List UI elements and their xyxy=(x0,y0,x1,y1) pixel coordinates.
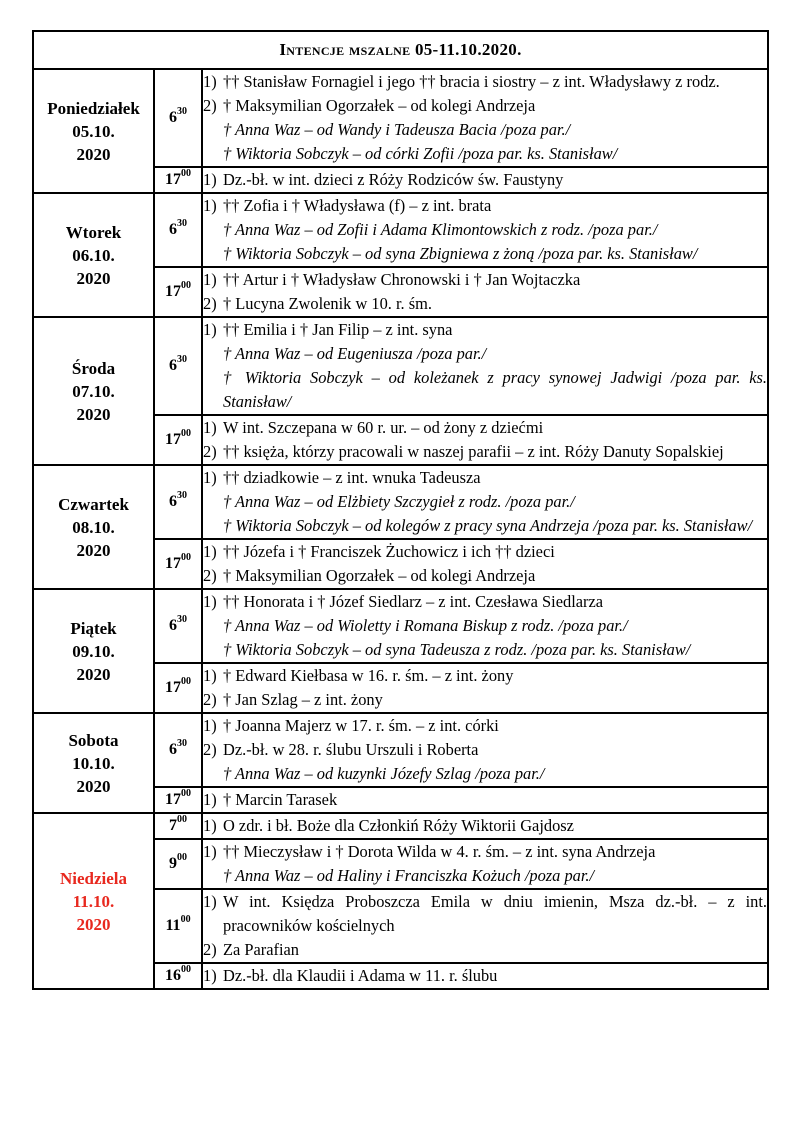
intention-text: †† dziadkowie – z int. wnuka Tadeusza xyxy=(223,468,481,487)
intention-item xyxy=(203,840,767,864)
mass-hour: 6 xyxy=(169,357,177,374)
day-cell xyxy=(33,713,154,813)
intention-number: 1) xyxy=(203,270,217,289)
mass-hour: 6 xyxy=(169,221,177,238)
intentions-cell xyxy=(202,839,768,889)
intention-number: 1) xyxy=(203,72,217,91)
intentions-cell xyxy=(202,713,768,787)
day-name: Wtorek xyxy=(65,222,122,242)
mass-time xyxy=(154,167,202,193)
day-year: 2020 xyxy=(76,144,111,164)
day-name: Poniedziałek xyxy=(47,98,140,118)
intention-number: 1) xyxy=(203,592,217,611)
intentions-cell xyxy=(202,963,768,989)
mass-row xyxy=(33,317,768,415)
intention-text: †† Artur i † Władysław Chronowski i † Jan Wojtaczka xyxy=(223,270,581,289)
mass-row xyxy=(33,193,768,267)
day-name: Piątek xyxy=(70,618,117,638)
intentions-cell xyxy=(202,69,768,167)
day-date: 08.10. xyxy=(72,517,115,537)
intentions-cell xyxy=(202,317,768,415)
mass-time xyxy=(154,813,202,839)
intention-number: 1) xyxy=(203,816,217,835)
intention-item xyxy=(203,788,767,812)
intention-number: 1) xyxy=(203,320,217,339)
intention-item xyxy=(203,814,767,838)
mass-minute: 00 xyxy=(177,851,187,863)
day-cell xyxy=(33,465,154,589)
mass-time xyxy=(154,465,202,539)
intention-item xyxy=(203,540,767,564)
intentions-cell xyxy=(202,193,768,267)
intention-text: Dz.-bł. w int. dzieci z Róży Rodziców św. Faustyny xyxy=(223,170,564,189)
intention-text: †† Emilia i † Jan Filip – z int. syna xyxy=(223,320,453,339)
title-row xyxy=(33,31,768,69)
mass-minute: 00 xyxy=(180,913,191,925)
day-date: 09.10. xyxy=(72,641,115,661)
intention-subline: † Anna Waz – od Haliny i Franciszka Kożuch /poza par./ xyxy=(223,866,595,885)
mass-hour: 6 xyxy=(169,109,177,126)
intention-text: Dz.-bł. dla Klaudii i Adama w 11. r. ślubu xyxy=(223,966,498,985)
intention-item xyxy=(203,890,767,938)
day-cell xyxy=(33,193,154,317)
day-date: 06.10. xyxy=(72,245,115,265)
intention-text: † Marcin Tarasek xyxy=(223,790,338,809)
day-year: 2020 xyxy=(76,914,111,934)
intention-text: † Joanna Majerz w 17. r. śm. – z int. córki xyxy=(223,716,499,735)
intention-subline: † Anna Waz – od Elżbiety Szczygieł z rodz. /poza par./ xyxy=(223,492,575,511)
intention-number: 1) xyxy=(203,418,217,437)
intention-number: 1) xyxy=(203,842,217,861)
mass-hour: 17 xyxy=(165,679,181,696)
mass-minute: 00 xyxy=(177,813,187,825)
intention-subline: † Anna Waz – od Wioletty i Romana Biskup z rodz. /poza par./ xyxy=(223,616,628,635)
mass-minute: 30 xyxy=(177,105,187,117)
intention-number: 2) xyxy=(203,940,217,959)
intention-number: 2) xyxy=(203,294,217,313)
mass-row xyxy=(33,69,768,167)
day-name: Niedziela xyxy=(59,868,128,888)
day-date: 05.10. xyxy=(72,121,115,141)
intention-number: 1) xyxy=(203,196,217,215)
intention-item xyxy=(203,590,767,614)
intention-text: † Maksymilian Ogorzałek – od kolegi Andrzeja xyxy=(223,566,536,585)
intention-item xyxy=(203,292,767,316)
mass-minute: 30 xyxy=(177,353,187,365)
intention-number: 1) xyxy=(203,542,217,561)
intention-subline: † Anna Waz – od Zofii i Adama Klimontowskich z rodz. /poza par./ xyxy=(223,220,658,239)
intentions-cell xyxy=(202,167,768,193)
mass-time xyxy=(154,663,202,713)
intention-number: 1) xyxy=(203,170,217,189)
mass-minute: 00 xyxy=(181,427,191,439)
intentions-cell xyxy=(202,813,768,839)
mass-minute: 00 xyxy=(181,787,191,799)
intentions-cell xyxy=(202,589,768,663)
intention-text: † Maksymilian Ogorzałek – od kolegi Andrzeja xyxy=(223,96,536,115)
mass-time xyxy=(154,589,202,663)
intention-subline: † Wiktoria Sobczyk – od kolegów z pracy syna Andrzeja /poza par. ks. Stanisław/ xyxy=(223,516,753,535)
intention-text: Dz.-bł. w 28. r. ślubu Urszuli i Roberta xyxy=(223,740,479,759)
intention-subline: † Anna Waz – od Eugeniusza /poza par./ xyxy=(223,344,487,363)
intention-subline: † Wiktoria Sobczyk – od syna Zbigniewa z żoną /poza par. ks. Stanisław/ xyxy=(223,244,698,263)
intention-number: 1) xyxy=(203,716,217,735)
day-date: 11.10. xyxy=(72,891,115,911)
intention-number: 1) xyxy=(203,966,217,985)
intention-text: †† Zofia i † Władysława (f) – z int. brata xyxy=(223,196,492,215)
mass-minute: 00 xyxy=(181,963,191,975)
intention-subline: † Wiktoria Sobczyk – od córki Zofii /poza par. ks. Stanisław/ xyxy=(223,144,618,163)
day-name: Sobota xyxy=(68,730,119,750)
mass-time xyxy=(154,713,202,787)
day-date: 10.10. xyxy=(72,753,115,773)
intention-item xyxy=(203,440,767,464)
mass-row xyxy=(33,465,768,539)
intention-item xyxy=(203,664,767,688)
day-name: Czwartek xyxy=(58,494,129,514)
intention-item xyxy=(203,416,767,440)
mass-time xyxy=(154,193,202,267)
mass-time xyxy=(154,889,202,963)
intention-number: 2) xyxy=(203,566,217,585)
intention-number: 2) xyxy=(203,442,217,461)
mass-hour: 17 xyxy=(165,791,181,808)
mass-minute: 30 xyxy=(177,217,187,229)
mass-hour: 6 xyxy=(169,741,177,758)
mass-hour: 17 xyxy=(165,171,181,188)
intention-item xyxy=(203,714,767,738)
intentions-cell xyxy=(202,889,768,963)
intention-text: †† Mieczysław i † Dorota Wilda w 4. r. śm. – z int. syna Andrzeja xyxy=(223,842,656,861)
mass-intentions-sheet xyxy=(32,30,767,990)
mass-minute: 00 xyxy=(181,279,191,291)
intention-item xyxy=(203,168,767,192)
intention-item xyxy=(203,964,767,988)
mass-time xyxy=(154,963,202,989)
intention-subline: † Anna Waz – od kuzynki Józefy Szlag /poza par./ xyxy=(223,764,545,783)
intention-item xyxy=(203,268,767,292)
intention-text: †† księża, którzy pracowali w naszej parafii – z int. Róży Danuty Sopalskiej xyxy=(223,442,724,461)
intentions-cell xyxy=(202,787,768,813)
day-year: 2020 xyxy=(76,540,111,560)
day-date: 07.10. xyxy=(72,381,115,401)
mass-row xyxy=(33,813,768,839)
mass-minute: 00 xyxy=(181,167,191,179)
mass-time xyxy=(154,317,202,415)
mass-hour: 17 xyxy=(165,555,181,572)
day-year: 2020 xyxy=(76,268,111,288)
intention-number: 2) xyxy=(203,96,217,115)
day-year: 2020 xyxy=(76,776,111,796)
intention-item xyxy=(203,94,767,118)
day-cell xyxy=(33,589,154,713)
day-cell xyxy=(33,317,154,465)
intention-text: † Lucyna Zwolenik w 10. r. śm. xyxy=(223,294,432,313)
day-cell xyxy=(33,813,154,989)
mass-time xyxy=(154,415,202,465)
mass-time xyxy=(154,539,202,589)
mass-time xyxy=(154,787,202,813)
mass-minute: 30 xyxy=(177,613,187,625)
mass-hour: 17 xyxy=(165,283,181,300)
intentions-cell xyxy=(202,663,768,713)
intention-text: O zdr. i bł. Boże dla Członkiń Róży Wiktorii Gajdosz xyxy=(223,816,574,835)
intention-subline: † Wiktoria Sobczyk – od koleżanek z pracy synowej Jadwigi /poza par. ks. Stanisław/ xyxy=(223,368,768,411)
mass-minute: 00 xyxy=(181,551,191,563)
mass-hour: 9 xyxy=(169,855,177,872)
mass-hour: 11 xyxy=(165,917,181,934)
intention-item xyxy=(203,688,767,712)
mass-hour: 17 xyxy=(165,431,181,448)
intention-number: 1) xyxy=(203,666,217,685)
intention-item xyxy=(203,70,767,94)
mass-row xyxy=(33,589,768,663)
intention-item xyxy=(203,466,767,490)
mass-hour: 6 xyxy=(169,617,177,634)
day-year: 2020 xyxy=(76,404,111,424)
intention-item xyxy=(203,318,767,342)
intention-text: †† Stanisław Fornagiel i jego †† bracia i siostry – z int. Władysławy z rodz. xyxy=(223,72,720,91)
intentions-cell xyxy=(202,267,768,317)
mass-hour: 6 xyxy=(169,493,177,510)
intention-number: 2) xyxy=(203,690,217,709)
mass-minute: 30 xyxy=(177,489,187,501)
intention-text: W int. Szczepana w 60 r. ur. – od żony z dziećmi xyxy=(223,418,544,437)
intention-text: Za Parafian xyxy=(223,940,299,959)
day-name: Środa xyxy=(71,358,116,378)
intention-text: †† Józefa i † Franciszek Żuchowicz i ich †† dzieci xyxy=(223,542,555,561)
day-cell xyxy=(33,69,154,193)
intention-text: W int. Księdza Proboszcza Emila w dniu imienin, Msza dz.-bł. – z int. pracowników kościelnych xyxy=(223,892,768,935)
mass-minute: 30 xyxy=(177,737,187,749)
intentions-cell xyxy=(202,465,768,539)
intention-text: † Edward Kiełbasa w 16. r. śm. – z int. żony xyxy=(223,666,514,685)
intention-number: 1) xyxy=(203,790,217,809)
mass-hour: 16 xyxy=(165,967,181,984)
mass-time xyxy=(154,267,202,317)
intention-text: † Jan Szlag – z int. żony xyxy=(223,690,383,709)
intention-item xyxy=(203,564,767,588)
page-title: Intencje mszalne 05-11.10.2020. xyxy=(33,31,768,69)
day-year: 2020 xyxy=(76,664,111,684)
mass-row xyxy=(33,713,768,787)
intention-subline: † Wiktoria Sobczyk – od syna Tadeusza z rodz. /poza par. ks. Stanisław/ xyxy=(223,640,691,659)
mass-hour: 7 xyxy=(169,817,177,834)
intentions-cell xyxy=(202,415,768,465)
intention-item xyxy=(203,938,767,962)
intention-number: 1) xyxy=(203,892,217,911)
intention-item xyxy=(203,738,767,762)
intention-text: †† Honorata i † Józef Siedlarz – z int. Czesława Siedlarza xyxy=(223,592,604,611)
intention-subline: † Anna Waz – od Wandy i Tadeusza Bacia /poza par./ xyxy=(223,120,571,139)
intentions-cell xyxy=(202,539,768,589)
intention-number: 1) xyxy=(203,468,217,487)
mass-time xyxy=(154,69,202,167)
mass-intentions-table xyxy=(32,30,769,990)
intention-item xyxy=(203,194,767,218)
mass-minute: 00 xyxy=(181,675,191,687)
intention-number: 2) xyxy=(203,740,217,759)
mass-time xyxy=(154,839,202,889)
